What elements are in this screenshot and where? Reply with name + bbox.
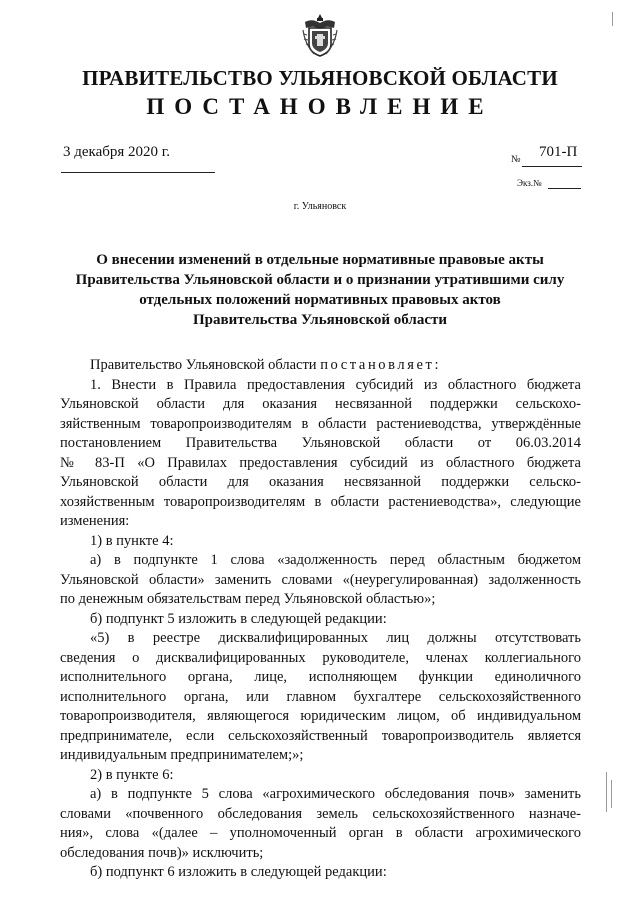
body-line: № 83-П «О Правилах предоставления субсидий из областного бюджета: [60, 454, 581, 471]
preamble: [60, 356, 581, 376]
body-line: обследования почв)» исключить;: [60, 844, 264, 861]
body-line: 2) в пункте 6:: [90, 766, 174, 783]
body-line: б) подпункт 6 изложить в следующей редакции:: [90, 864, 387, 880]
body-line: «5) в реестре дисквалифицированных лиц должны отсутствовать: [90, 630, 581, 646]
copy-number-underline: [548, 188, 581, 189]
document-heading: [45, 250, 595, 330]
body-line: хозяйственным товаропроизводителям в области растениеводства», следующие: [60, 493, 581, 510]
body-line: 1) в пункте 4:: [90, 532, 174, 549]
scan-edge-mark: [611, 780, 612, 808]
body-line: Ульяновской области» заменить словами «(неурегулированная) задолженность: [60, 571, 581, 588]
preamble-decree-word: постановляет:: [320, 357, 442, 373]
heading-line: отдельных положений нормативных правовых актов: [139, 292, 501, 308]
document-body: [60, 356, 581, 883]
body-line: постановлением Правительства Ульяновской области от 06.03.2014: [60, 435, 581, 451]
heading-line: Правительства Ульяновской области: [192, 312, 448, 328]
body-line: словами «почвенного обследования земель сельскохозяйственного назначе-: [60, 805, 581, 822]
body-line: исполнительного органа, лице, исполняющем функции единоличного: [60, 669, 581, 685]
document-number: 701-П: [539, 144, 578, 160]
preamble-text: Правительство Ульяновской области: [90, 357, 321, 373]
coat-of-arms-icon: [300, 10, 340, 60]
body-line: б) подпункт 5 изложить в следующей редакции:: [90, 610, 387, 627]
body-line: ния», слова «(далее – уполномоченный орган в области агрохимического: [60, 825, 581, 841]
body-line: предпринимателе, если сельскохозяйственный товаропроизводитель является: [60, 727, 581, 744]
scan-edge-mark: [606, 772, 607, 812]
body-line: индивидуальным предпринимателем;»;: [60, 747, 304, 763]
document-date: 3 декабря 2020 г.: [63, 144, 170, 160]
number-sign: №: [511, 154, 521, 165]
body-line: по денежным обязательствам перед Ульяновской областью»;: [60, 591, 436, 607]
body-line: а) в подпункте 1 слова «задолженность перед областным бюджетом: [90, 552, 581, 568]
body-line: товаропроизводителя, являющегося юридическим лицом, об индивидуальном: [60, 708, 581, 724]
body-line: исполнительного органа, или главном бухгалтере сельскохозяйственного: [60, 688, 581, 705]
body-line: Ульяновской области для оказания несвязанной поддержки сельско-: [60, 474, 581, 490]
date-underline: [61, 172, 215, 173]
city: г. Ульяновск: [293, 201, 347, 212]
body-line: сведения о дисквалифицированных руководителе, членах коллегиального: [60, 649, 581, 666]
copy-number-label: Экз.№: [517, 178, 542, 188]
scan-edge-mark: [612, 12, 613, 26]
body-line: 1. Внести в Правила предоставления субсидий из областного бюджета: [90, 376, 581, 393]
body-line: а) в подпункте 5 слова «агрохимического обследования почв» заменить: [90, 786, 581, 802]
document-type: ПОСТАНОВЛЕНИЕ: [146, 94, 494, 119]
body-line: изменения:: [60, 513, 130, 529]
body-line: зяйственным товаропроизводителям в области растениеводства, утверждённые: [60, 415, 581, 432]
number-underline: [522, 166, 582, 167]
body-line: Ульяновской области для оказания несвязанной поддержки сельскохо-: [60, 396, 581, 412]
heading-line: О внесении изменений в отдельные нормативные правовые акты: [96, 252, 544, 268]
heading-line: Правительства Ульяновской области и о признании утратившими силу: [75, 272, 565, 288]
government-name: ПРАВИТЕЛЬСТВО УЛЬЯНОВСКОЙ ОБЛАСТИ: [82, 66, 558, 90]
